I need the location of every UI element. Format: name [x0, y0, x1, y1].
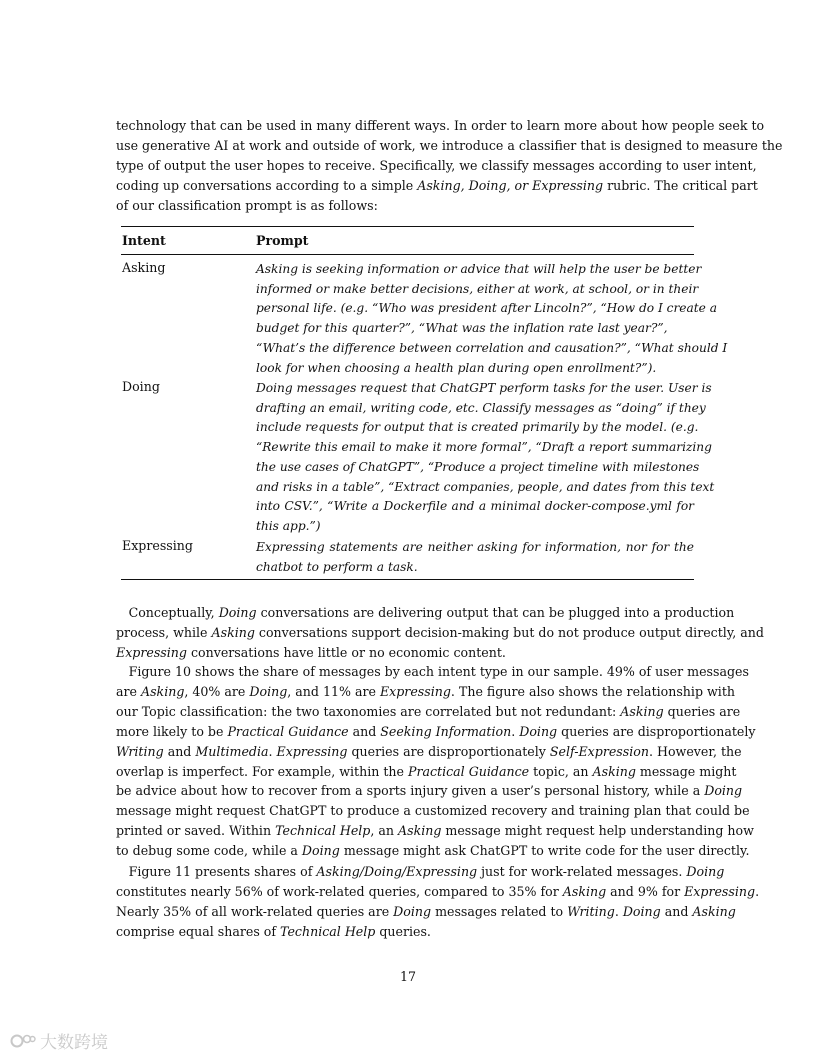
prompt-line: the use cases of ChatGPT”, “Produce a project timeline with milestones [256, 459, 700, 474]
text-line: be advice about how to recover from a sports injury given a user’s personal history, while a Doing [116, 783, 743, 799]
prompt-line: this app.”) [256, 518, 321, 533]
table-bottom-rule [121, 579, 694, 580]
prompt-expressing [256, 538, 694, 577]
text-line: Figure 10 shows the share of messages by each intent type in our sample. 49% of user messages [128, 664, 749, 679]
text-line: to debug some code, while a Doing message might ask ChatGPT to write code for the user directly. [116, 843, 750, 859]
prompt-line: into CSV.”, “Write a Dockerfile and a minimal docker-compose.yml for [256, 499, 694, 514]
prompt-line: Doing messages request that ChatGPT perform tasks for the user. User is [256, 381, 712, 395]
text-line: coding up conversations according to a simple Asking, Doing, or Expressing rubric. The critical part [116, 177, 758, 193]
prompt-doing [256, 379, 715, 537]
prompt-line: include requests for output that is created primarily by the model. (e.g. [256, 420, 699, 435]
text-line: type of output the user hopes to receive. Specifically, we classify messages according to user intent, [116, 157, 757, 173]
paragraph-conceptually [116, 603, 764, 663]
prompt-line: personal life. (e.g. “Who was president after Lincoln?”, “How do I create a [256, 301, 718, 316]
prompt-line: “What’s the difference between correlation and causation?”, “What should I [256, 340, 728, 355]
watermark [10, 1028, 108, 1053]
prompt-line: Expressing statements are neither asking for information, nor for the [256, 540, 694, 554]
text-line: overlap is imperfect. For example, within the Practical Guidance topic, an Asking message might [116, 763, 737, 779]
text-line: are Asking, 40% are Doing, and 11% are Expressing. The figure also shows the relationship with [116, 683, 735, 699]
text-line: message might request ChatGPT to produce a customized recovery and training plan that could be [116, 803, 750, 819]
intro-paragraph [116, 116, 783, 216]
text-line: process, while Asking conversations support decision-making but do not produce output directly, and [116, 624, 764, 640]
text-line: use generative AI at work and outside of work, we introduce a classifier that is designed to measure the [116, 137, 783, 153]
prompt-line: look for when choosing a health plan during open enrollment?”). [256, 360, 657, 375]
text-line: more likely to be Practical Guidance and Seeking Information. Doing queries are disproportionately [116, 723, 756, 739]
intent-asking: Asking [122, 260, 166, 275]
prompt-line: “Rewrite this email to make it more formal”, “Draft a report summarizing [256, 440, 712, 455]
text-line: technology that can be used in many different ways. In order to learn more about how people seek to [116, 118, 765, 133]
text-line: Conceptually, Doing conversations are delivering output that can be plugged into a production [128, 605, 735, 620]
prompt-line: chatbot to perform a task. [256, 559, 418, 574]
table-header-prompt: Prompt [256, 233, 309, 248]
text-line: Expressing conversations have little or no economic content. [116, 644, 506, 660]
prompt-line: drafting an email, writing code, etc. Classify messages as “doing” if they [256, 400, 706, 415]
prompt-line: Asking is seeking information or advice that will help the user be better [256, 262, 702, 276]
table-header-rule [121, 254, 694, 255]
prompt-line: budget for this quarter?”, “What was the inflation rate last year?”, [256, 321, 668, 336]
text-line: Figure 11 presents shares of Asking/Doing/Expressing just for work-related messages. Doing [128, 864, 725, 879]
text-line: comprise equal shares of Technical Help queries. [116, 923, 431, 939]
text-line: printed or saved. Within Technical Help, an Asking message might request help understanding how [116, 823, 754, 839]
text-line: Nearly 35% of all work-related queries are Doing messages related to Writing. Doing and Asking [116, 903, 736, 919]
text-line: Writing and Multimedia. Expressing queries are disproportionately Self-Expression. However, the [116, 743, 742, 759]
text-line: constitutes nearly 56% of work-related queries, compared to 35% for Asking and 9% for Expressing. [116, 883, 760, 899]
table-header-intent: Intent [122, 233, 166, 248]
prompt-line: informed or make better decisions, either at work, at school, or in their [256, 281, 699, 296]
intent-expressing: Expressing [122, 538, 193, 553]
watermark-text: 大数跨境 [40, 1033, 108, 1053]
text-line: of our classification prompt is as follows: [116, 197, 378, 213]
prompt-asking [256, 260, 728, 378]
text-line: our Topic classification: the two taxonomies are correlated but not redundant: Asking queries are [116, 703, 741, 719]
prompt-line: and risks in a table”, “Extract companies, people, and dates from this text [256, 479, 715, 494]
logo-icon [10, 1032, 36, 1050]
paragraph-figure-10 [116, 662, 756, 861]
paragraph-figure-11 [116, 862, 760, 942]
table-top-rule [121, 226, 694, 227]
intent-doing: Doing [122, 379, 160, 394]
page-number: 17 [399, 969, 417, 984]
